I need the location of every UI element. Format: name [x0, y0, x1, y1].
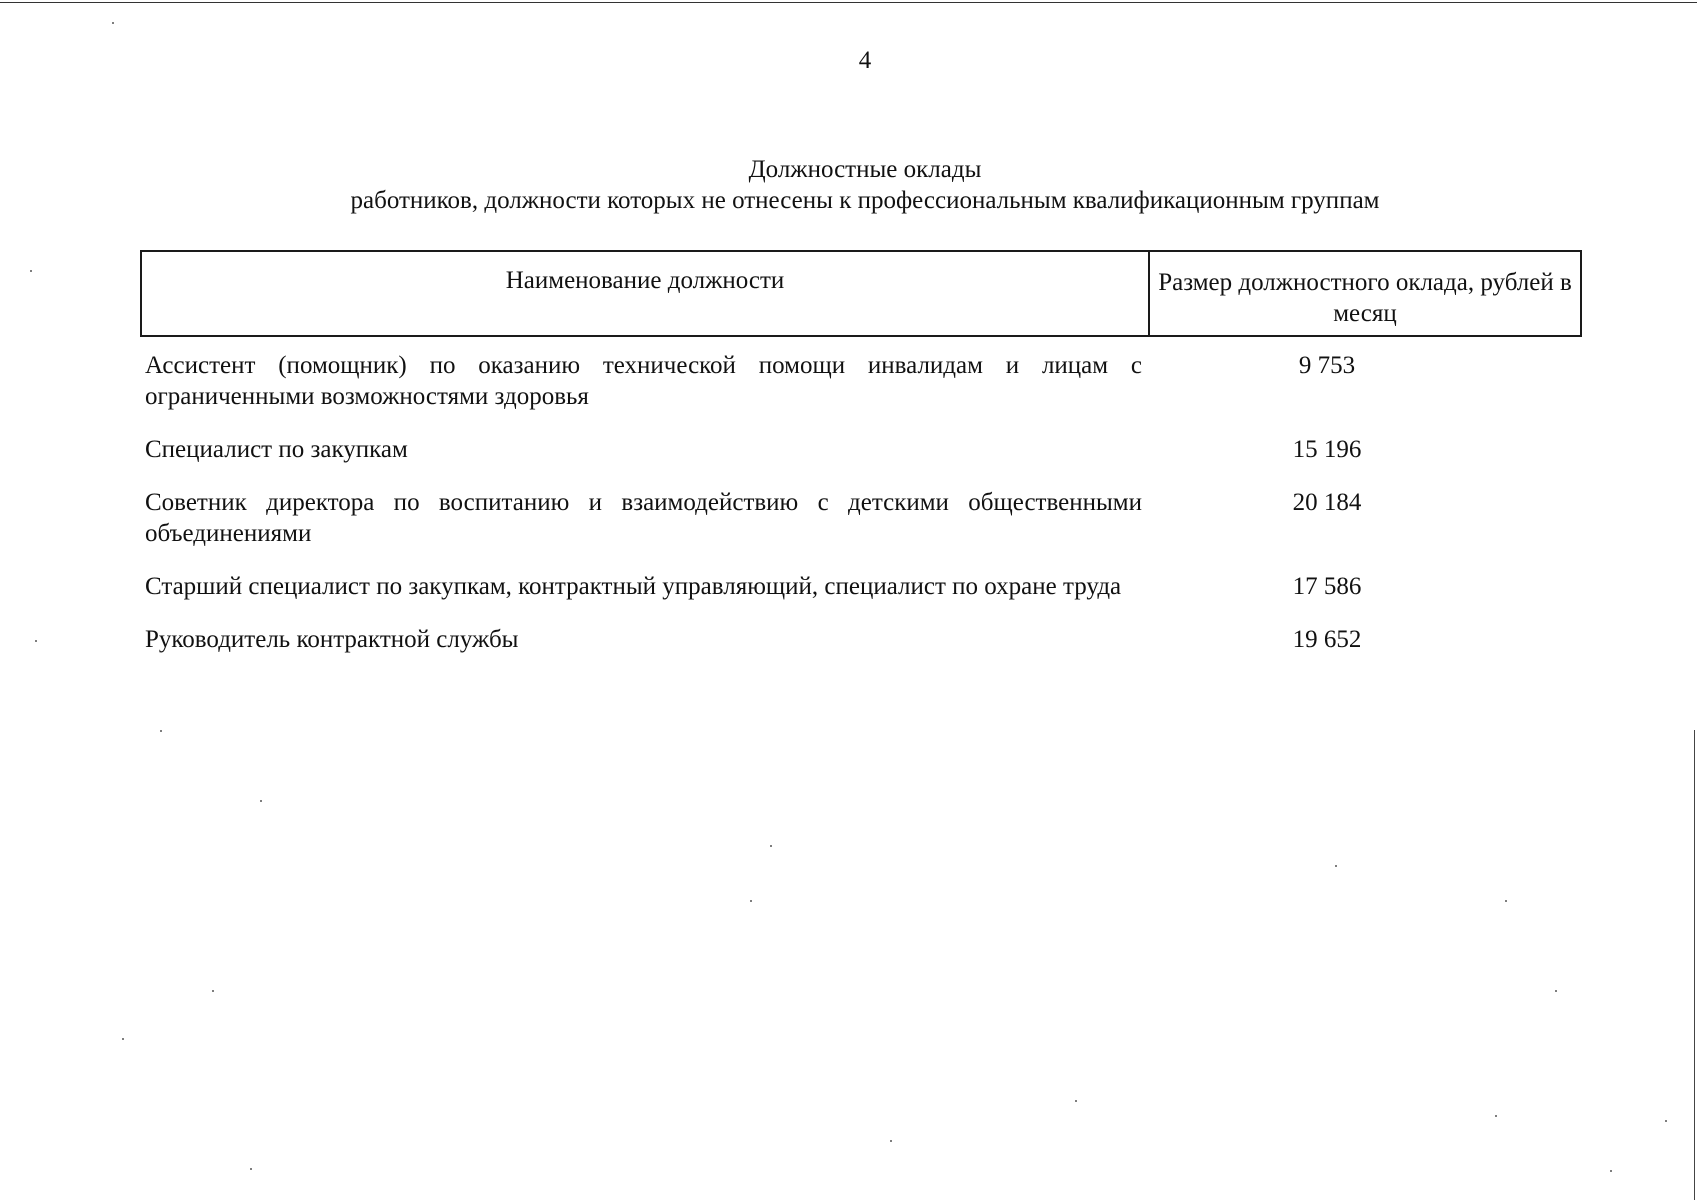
- scan-speck: [1610, 1170, 1612, 1172]
- table-row: [145, 487, 1585, 549]
- scan-speck: [1335, 865, 1337, 867]
- salary-value: 19 652: [1292, 626, 1362, 653]
- scan-speck: [750, 900, 752, 902]
- table-row: [145, 434, 1585, 465]
- position-name: Советник директора по воспитанию и взаимодействию с детскими общественными объединениями: [145, 489, 1142, 547]
- salary-table-body: [145, 350, 1585, 655]
- table-row: [145, 624, 1585, 655]
- scan-speck: [1505, 900, 1507, 902]
- top-scan-rule: [0, 2, 1697, 3]
- column-header-salary: Размер должностного оклада, рублей в месяц: [1158, 269, 1572, 327]
- scan-speck: [1075, 1100, 1077, 1102]
- scan-speck: [1555, 990, 1557, 992]
- position-name: Руководитель контрактной службы: [145, 626, 519, 653]
- salary-value: 9 753: [1298, 352, 1356, 379]
- scan-speck: [1495, 1115, 1497, 1117]
- scan-speck: [122, 1038, 124, 1040]
- table-row: [145, 571, 1585, 602]
- scan-speck: [212, 990, 214, 992]
- scan-speck: [30, 270, 32, 272]
- position-name: Специалист по закупкам: [145, 436, 408, 463]
- column-header-position: Наименование должности: [142, 252, 1150, 335]
- scan-speck: [35, 640, 37, 642]
- position-name: Ассистент (помощник) по оказанию технической помощи инвалидам и лицам с ограниченными возможностями здоровья: [145, 352, 1142, 410]
- title-line-2: работников, должности которых не отнесены к профессиональным квалификационным группам: [350, 187, 1380, 214]
- scan-speck: [260, 800, 262, 802]
- salary-value: 17 586: [1292, 573, 1362, 600]
- page-number: 4: [858, 47, 872, 74]
- table-row: [145, 350, 1585, 412]
- scan-speck: [770, 845, 772, 847]
- scan-edge-line: [1694, 730, 1695, 1200]
- scan-speck: [1665, 1120, 1667, 1122]
- scan-speck: [160, 730, 162, 732]
- document-title: [0, 154, 1697, 216]
- scan-speck: [112, 22, 114, 24]
- table-header: [140, 250, 1582, 337]
- title-line-1: Должностные оклады: [748, 156, 982, 183]
- scan-speck: [250, 1168, 252, 1170]
- position-name: Старший специалист по закупкам, контрактный управляющий, специалист по охране труда: [145, 573, 1122, 600]
- scan-speck: [890, 1140, 892, 1142]
- salary-value: 20 184: [1292, 489, 1362, 516]
- salary-value: 15 196: [1292, 436, 1362, 463]
